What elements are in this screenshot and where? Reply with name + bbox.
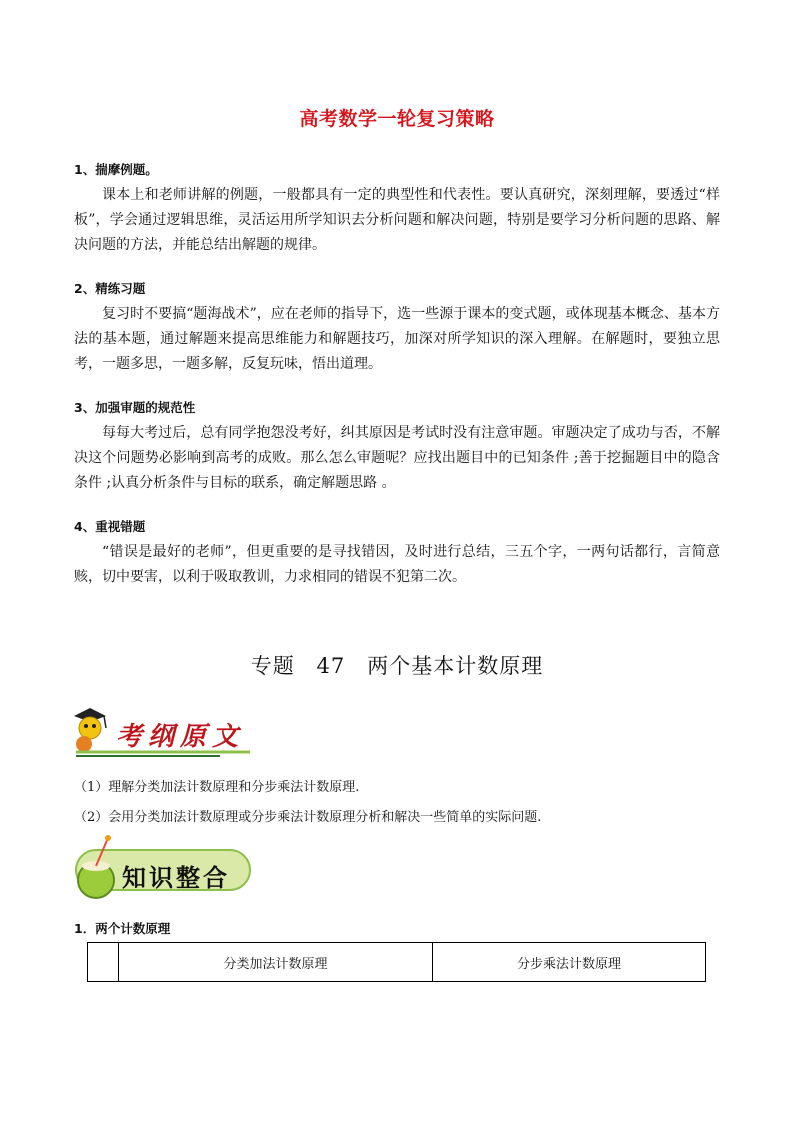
table-header-cell: 分类加法计数原理 — [119, 943, 433, 982]
section-body-4: “错误是最好的老师”，但更重要的是寻找错因，及时进行总结，三五个字，一两句话都行，言简意赅，切中要害，以利于吸取教训，力求相同的错误不犯第二次。 — [74, 544, 720, 585]
section-heading-2: 2、精练习题 — [74, 281, 146, 296]
table-header-cell — [88, 943, 119, 982]
outline-banner-label: 考纲原文 — [116, 722, 245, 752]
strategy-title: 高考数学一轮复习策略 — [299, 108, 495, 130]
outline-item-2: （2）会用分类加法计数原理或分步乘法计数原理分析和解决一些简单的实际问题. — [74, 810, 542, 825]
section-heading-3: 3、加强审题的规范性 — [74, 400, 196, 415]
outline-banner — [70, 702, 255, 760]
topic-title: 专题 47 两个基本计数原理 — [250, 654, 544, 678]
knowledge-heading: 1．两个计数原理 — [74, 921, 171, 936]
knowledge-banner — [70, 832, 255, 902]
section-body-3: 每每大考过后，总有同学抱怨没考好，纠其原因是考试时没有注意审题。审题决定了成功与否，不解决这个问题势必影响到高考的成败。那么怎么审题呢？应找出题目中的已知条件 ;善于挖掘题目中的隐含条件 ;认真分析条件与目标的联系，确定解题思路 。 — [74, 425, 720, 491]
section-heading-1: 1、揣摩例题。 — [74, 162, 158, 177]
principles-table — [87, 942, 706, 982]
outline-item-1: （1）理解分类加法计数原理和分步乘法计数原理. — [74, 780, 360, 795]
table-header-cell: 分步乘法计数原理 — [433, 943, 706, 982]
section-heading-4: 4、重视错题 — [74, 519, 146, 534]
knowledge-banner-label: 知识整合 — [122, 863, 230, 892]
section-body-2: 复习时不要搞“题海战术”，应在老师的指导下，选一些源于课本的变式题，或体现基本概念、基本方法的基本题，通过解题来提高思维能力和解题技巧，加深对所学知识的深入理解。在解题时，要独立思考，一题多思，一题多解，反复玩味，悟出道理。 — [74, 306, 720, 372]
table-row — [88, 943, 706, 982]
section-body-1: 课本上和老师讲解的例题，一般都具有一定的典型性和代表性。要认真研究，深刻理解，要透过“样板”，学会通过逻辑思维，灵活运用所学知识去分析问题和解决问题，特别是要学习分析问题的思路、解决问题的方法，并能总结出解题的规律。 — [74, 187, 720, 253]
